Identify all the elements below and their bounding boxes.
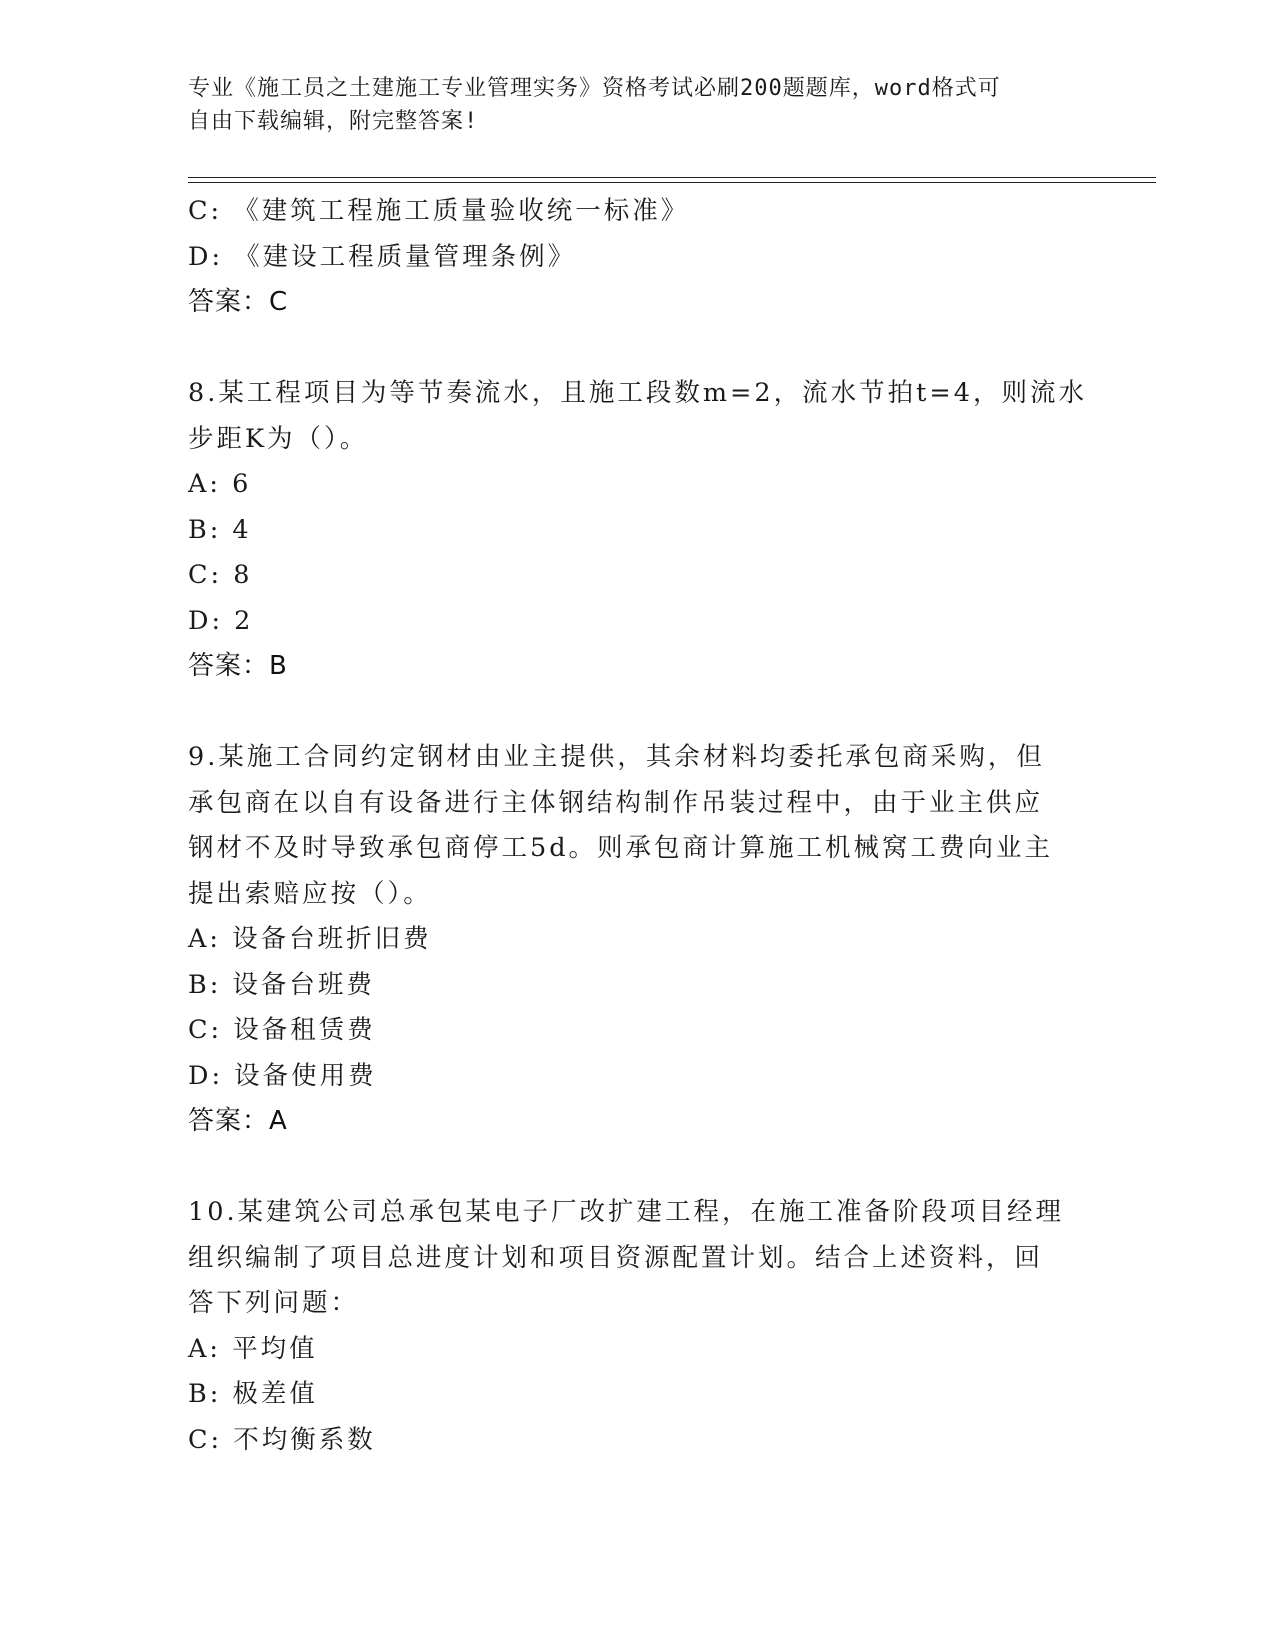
header-line-1: 专业《施工员之土建施工专业管理实务》资格考试必刷200题题库，word格式可 (188, 76, 1001, 101)
question-stem: 步距K为（）。 (188, 423, 369, 454)
question-stem: 组织编制了项目总进度计划和项目资源配置计划。结合上述资料，回 (188, 1242, 1044, 1273)
question-stem: 10.某建筑公司总承包某电子厂改扩建工程，在施工准备阶段项目经理 (188, 1197, 1065, 1227)
option-d: D: 设备使用费 (188, 1060, 377, 1091)
option-d: D: 《建设工程质量管理条例》 (188, 241, 577, 272)
spacer (188, 690, 1088, 736)
option-b: B: 4 (188, 514, 252, 545)
question-8 (188, 371, 1088, 690)
option-c: C: 《建筑工程施工质量验收统一标准》 (188, 196, 690, 226)
question-stem: 钢材不及时导致承包商停工5d。则承包商计算施工机械窝工费向业主 (188, 833, 1054, 863)
question-stem: 承包商在以自有设备进行主体钢结构制作吊装过程中，由于业主供应 (188, 787, 1044, 818)
question-10 (188, 1190, 1088, 1463)
question-9 (188, 735, 1088, 1145)
question-stem: 提出索赔应按（）。 (188, 878, 432, 909)
option-a: A: 平均值 (188, 1333, 318, 1364)
option-c: C: 8 (188, 560, 253, 590)
header-divider-top (188, 177, 1156, 178)
option-a: A: 6 (188, 469, 252, 499)
spacer (188, 1145, 1088, 1191)
header-divider-bottom (188, 182, 1156, 183)
option-b: B: 设备台班费 (188, 969, 375, 1000)
header-line-2: 自由下载编辑，附完整答案! (188, 109, 479, 134)
option-b: B: 极差值 (188, 1379, 318, 1409)
question-stem: 8.某工程项目为等节奏流水，且施工段数m=2，流水节拍t=4，则流水 (188, 378, 1087, 408)
question-7 (188, 189, 1088, 326)
option-d: D: 2 (188, 605, 254, 636)
document-header (188, 72, 1068, 138)
option-c: C: 不均衡系数 (188, 1424, 376, 1455)
answer: 答案：C (188, 287, 289, 317)
question-list (188, 189, 1088, 1463)
answer: 答案：B (188, 651, 288, 681)
option-a: A: 设备台班折旧费 (188, 924, 432, 954)
option-c: C: 设备租赁费 (188, 1015, 376, 1045)
question-stem: 9.某施工合同约定钢材由业主提供，其余材料均委托承包商采购，但 (188, 742, 1045, 772)
question-stem: 答下列问题： (188, 1288, 360, 1318)
spacer (188, 326, 1088, 372)
answer: 答案：A (188, 1106, 288, 1136)
